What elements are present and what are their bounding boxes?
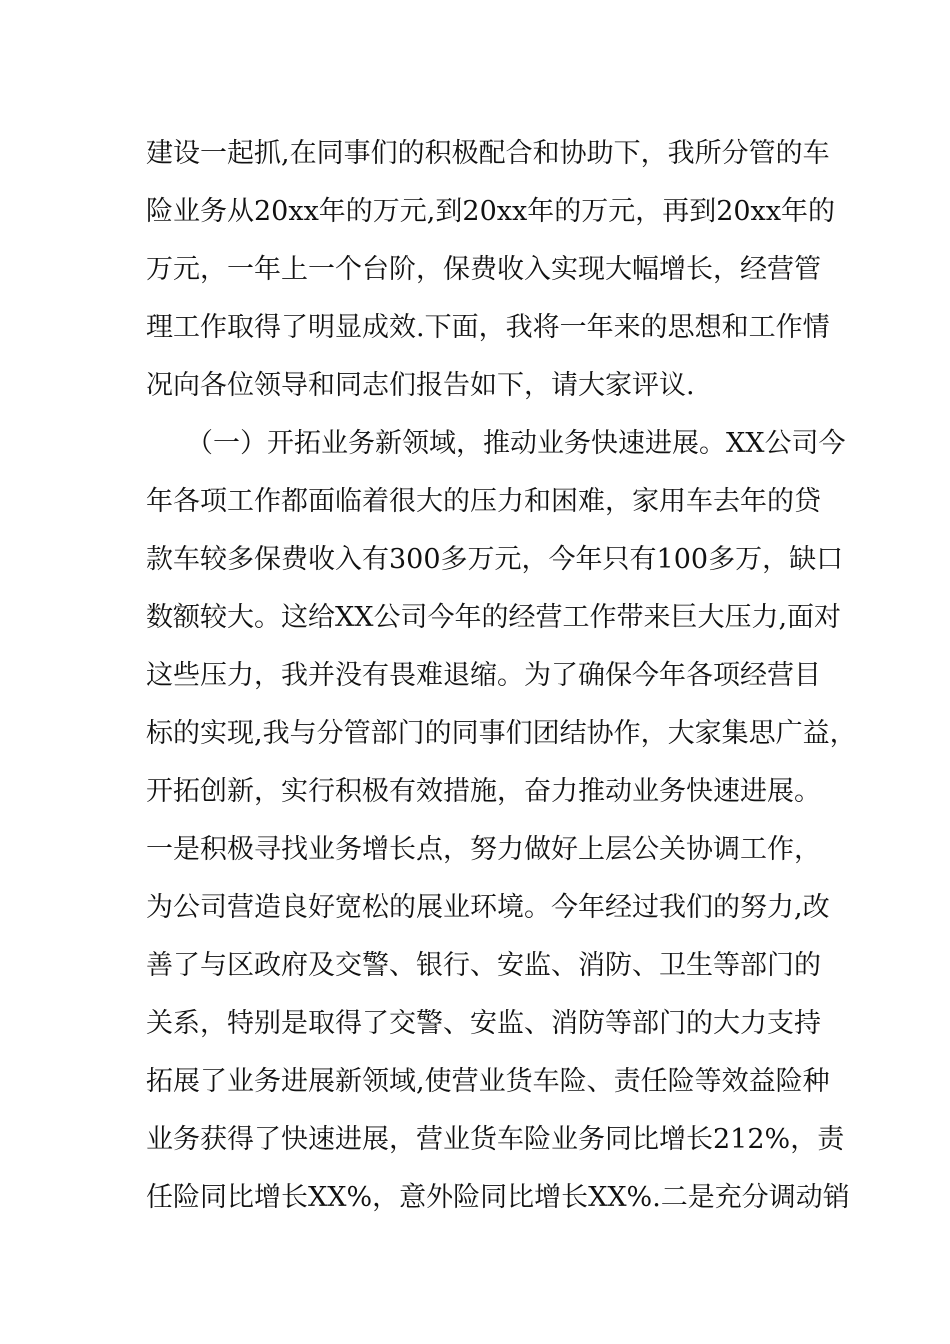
text-line: 款车较多保费收入有300多万元，今年只有100多万，缺口 (146, 544, 844, 575)
text-line: 为公司营造良好宽松的展业环境。今年经过我们的努力,改 (146, 892, 830, 923)
text-line: 业务获得了快速进展，营业货车险业务同比增长212%，责 (146, 1124, 845, 1155)
text-line: 这些压力，我并没有畏难退缩。为了确保今年各项经营目 (146, 660, 821, 691)
text-line: 任险同比增长XX%，意外险同比增长XX%.二是充分调动销 (146, 1182, 850, 1213)
text-line: 数额较大。这给XX公司今年的经营工作带来巨大压力,面对 (146, 602, 842, 633)
text-line: 关系，特别是取得了交警、安监、消防等部门的大力支持 (146, 1008, 821, 1039)
text-line: 万元，一年上一个台阶，保费收入实现大幅增长，经营管 (146, 254, 821, 285)
text-line: 善了与区政府及交警、银行、安监、消防、卫生等部门的 (146, 950, 821, 981)
text-line: 拓展了业务进展新领域,使营业货车险、责任险等效益险种 (146, 1066, 830, 1097)
section-heading-line: （一）开拓业务新领域，推动业务快速进展。XX公司今 (186, 428, 846, 459)
text-line: 开拓创新，实行积极有效措施，奋力推动业务快速进展。 (146, 776, 821, 807)
text-line: 况向各位领导和同志们报告如下，请大家评议. (146, 370, 695, 401)
text-line: 险业务从20xx年的万元,到20xx年的万元，再到20xx年的 (146, 196, 836, 227)
text-line: 建设一起抓,在同事们的积极配合和协助下，我所分管的车 (146, 138, 830, 169)
text-line: 标的实现,我与分管部门的同事们团结协作，大家集思广益， (146, 718, 857, 749)
text-line: 一是积极寻找业务增长点，努力做好上层公关协调工作， (146, 834, 821, 865)
text-line: 理工作取得了明显成效.下面，我将一年来的思想和工作情 (146, 312, 830, 343)
text-line: 年各项工作都面临着很大的压力和困难，家用车去年的贷 (146, 486, 821, 517)
